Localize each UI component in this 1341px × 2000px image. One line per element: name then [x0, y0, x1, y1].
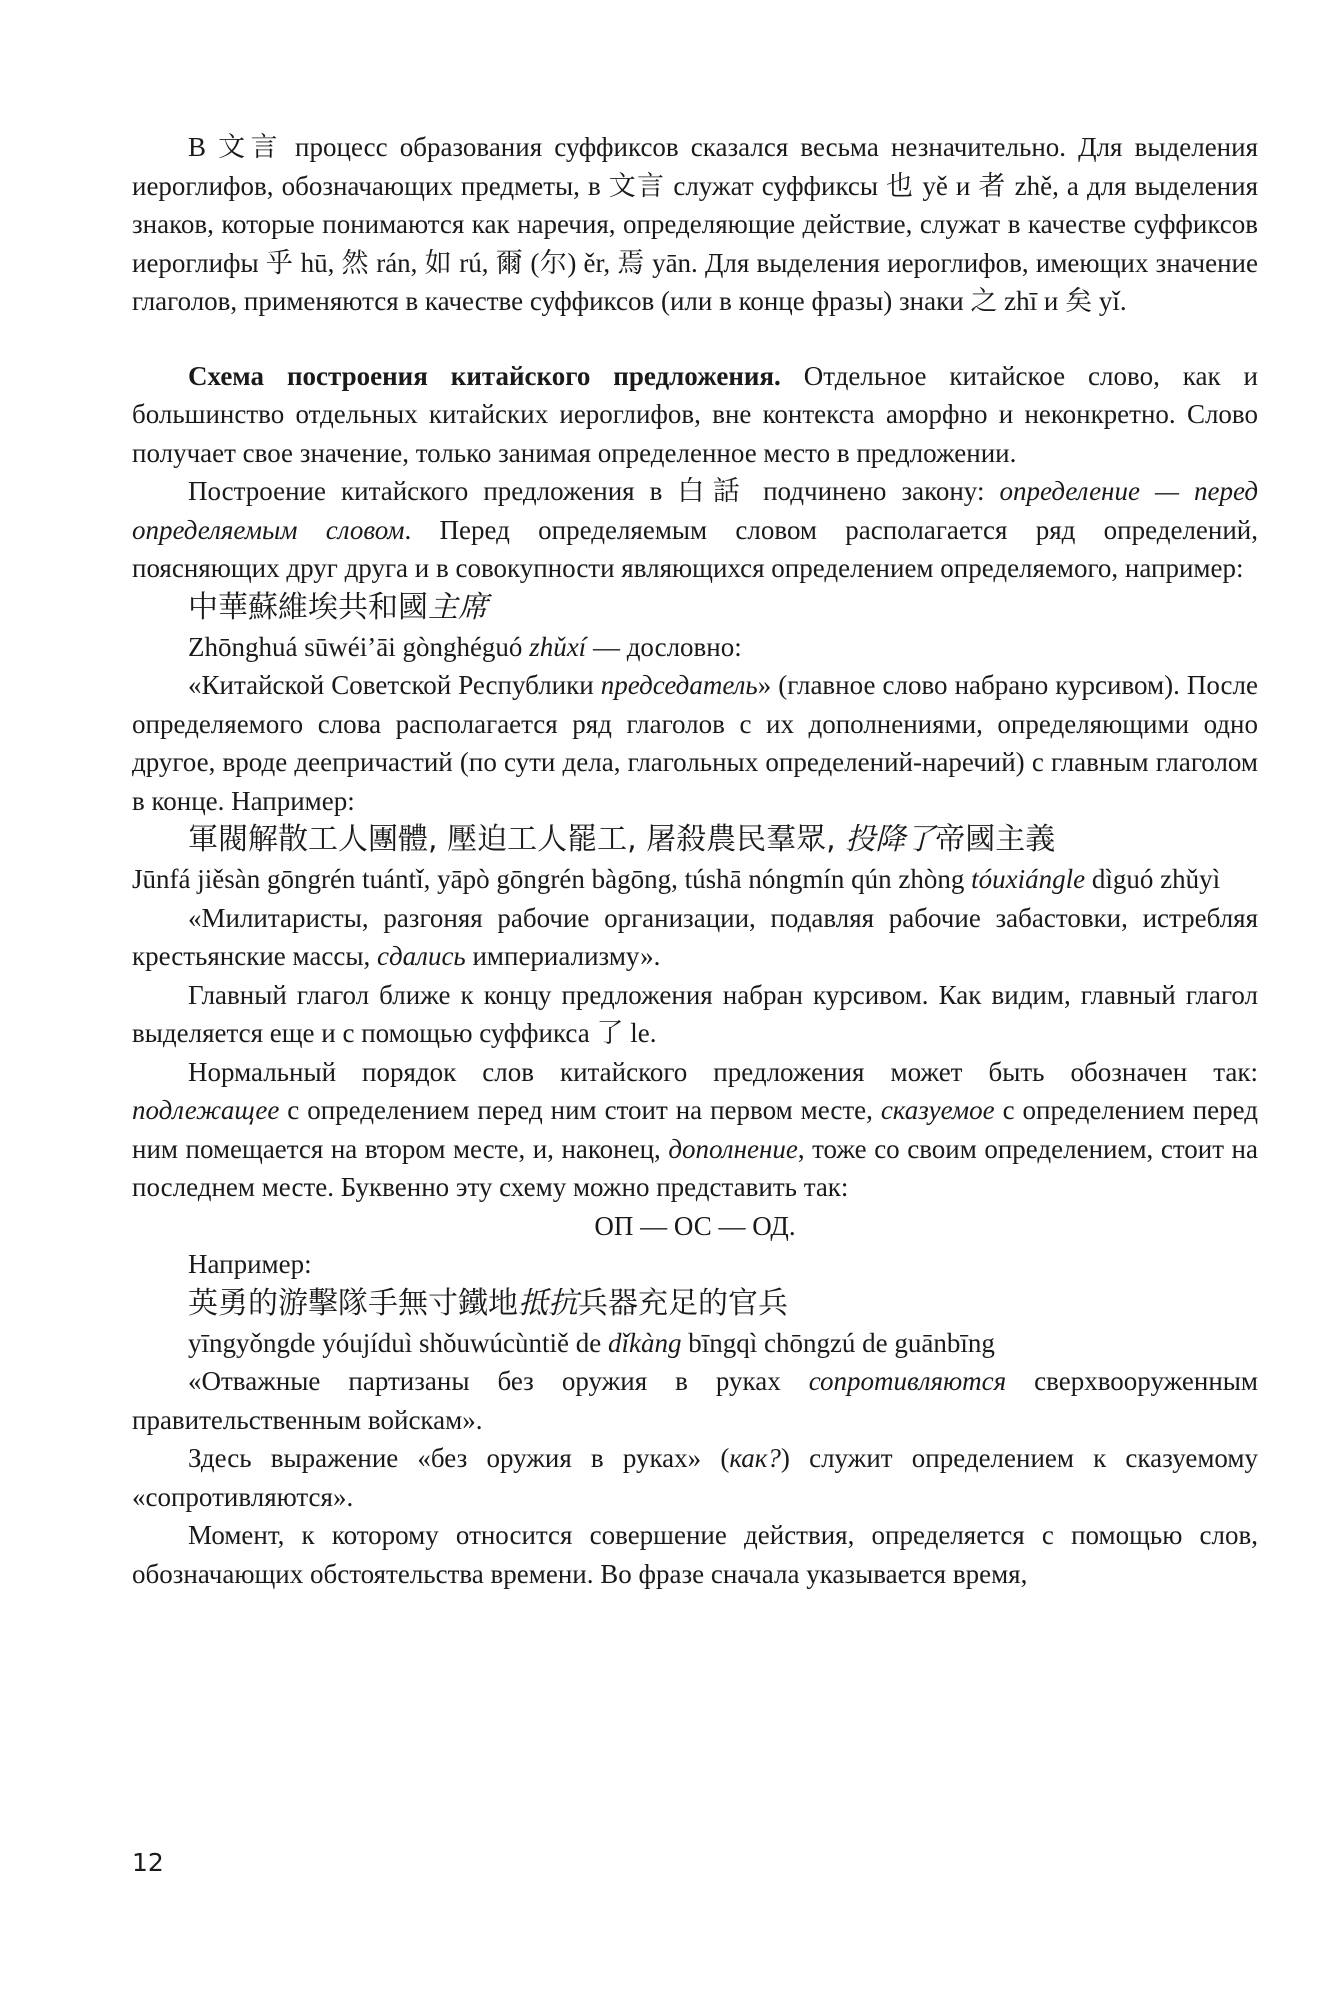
italic-word: председатель — [600, 670, 758, 700]
paragraph-text: Отдельное китайское слово, как и большинство отдельных китайских иероглифов, вне контекста аморфно и неконкретно. Слово получает свое значение, только занимая определенное место в предложении. — [132, 360, 1258, 468]
paragraph-main-verb: Главный глагол ближе к концу предложения набран курсивом. Как видим, главный глагол выделяется еще и с помощью суффикса 了 le. — [132, 979, 1258, 1048]
text-run: «Китайской Советской Республики — [188, 670, 601, 700]
chinese-run: 軍閥解散工人團體, 壓迫工人罷工, 屠殺農民羣眾, — [188, 822, 846, 857]
chinese-run: 帝國主義 — [935, 822, 1056, 857]
pinyin-run: bīngqì chōngzú de guānbīng — [681, 1327, 995, 1358]
italic-rule: определение — перед определяемым словом — [132, 476, 1259, 545]
example-3-pinyin — [132, 1324, 1258, 1363]
paragraph-wenyan-suffixes: В 文言 процесс образования суффиксов сказался весьма незначительно. Для выделения иероглифов, обозначающих предметы, в 文言 служат суффиксы 也 yě и 者 zhě, а для выделения знаков, которые понимаются как наречия, определяющие действие, служат в качестве суффиксов иероглифы 乎 hū, 然 rán, 如 rú, 爾 (尔) ěr, 焉 yān. Для выделения иероглифов, имеющих значение глаголов, применяются в качестве суффиксов (или в конце фразы) знаки 之 zhī и 矣 yǐ. — [132, 132, 1258, 316]
text-run: ) служит определением к сказуемому «сопротивляются». — [132, 1443, 1258, 1512]
paragraph-time-circumstance: Момент, к которому относится совершение действия, определяется с помощью слов, обозначающих обстоятельства времени. Во фразе сначала указывается время, — [132, 1520, 1258, 1589]
text-run: Нормальный порядок слов китайского предложения может быть обозначен так: — [188, 1056, 1258, 1087]
paragraph-baihua-law — [132, 472, 1258, 588]
paragraph-example-1-translation — [132, 666, 1258, 820]
formula: ОП — ОС — ОД. — [594, 1210, 796, 1241]
pinyin-run: — дословно: — [586, 631, 742, 662]
chinese-main-word: 主席 — [428, 589, 488, 625]
chinese-main-verb: 抵抗 — [518, 1285, 578, 1321]
text-run: с определением перед ним стоит на первом месте, — [279, 1095, 881, 1125]
chinese-main-verb: 投降了 — [845, 822, 936, 857]
chinese-run: 英勇的游擊隊手無寸鐵地 — [188, 1285, 518, 1321]
pinyin-main-verb: tóuxiángle — [971, 864, 1086, 894]
paragraph-sentence-scheme — [132, 357, 1258, 473]
italic-word: сопротивляются — [808, 1366, 1007, 1396]
page-number: 12 — [132, 1848, 164, 1877]
text-run: империализму». — [465, 941, 661, 971]
italic-term-subject: подлежащее — [132, 1095, 280, 1125]
example-2-pinyin — [132, 860, 1258, 899]
paragraph-adverbial-explanation — [132, 1439, 1258, 1516]
paragraph-example-3-translation — [132, 1362, 1258, 1439]
text-run: , тоже со своим определением, стоит на последнем месте. Буквенно эту схему можно представить так: — [132, 1133, 1258, 1202]
pinyin-run: yīngyǒngde yóujíduì shǒuwúcùntiě de — [188, 1327, 608, 1358]
text-run: » (главное слово набрано курсивом). После определяемого слова располагается ряд глаголов с их дополнениями, определяющими одно другое, вроде деепричастий (по сути дела, глагольных определений-наречий) с главным глаголом в конце. Например: — [132, 670, 1259, 816]
section-heading: Схема построения китайского предложения. — [188, 360, 781, 391]
pinyin-run: Zhōnghuá sūwéi’āi gònghéguó — [188, 631, 530, 662]
paragraph-example-2-translation — [132, 899, 1258, 976]
pinyin-main-word: zhǔxí — [529, 631, 587, 662]
text-run: Построение китайского предложения в 白話 подчинено закону: — [188, 476, 1000, 506]
italic-term-predicate: сказуемое — [880, 1095, 995, 1125]
example-1-pinyin — [132, 628, 1258, 667]
pinyin-run: Jūnfá jiěsàn gōngrén tuántǐ, yāpò gōngrén bàgōng, túshā nóngmín qún zhòng — [132, 864, 972, 894]
text-run: «Отважные партизаны без оружия в руках — [188, 1366, 809, 1396]
pinyin-run: dìguó zhǔyì — [1085, 864, 1221, 894]
italic-word: сдались — [377, 941, 466, 971]
page-body — [132, 128, 1258, 1593]
example-3-label: Например: — [188, 1249, 312, 1279]
chinese-run: 兵器充足的官兵 — [578, 1285, 788, 1321]
chinese-run: 中華蘇維埃共和國 — [188, 589, 428, 625]
text-run: Здесь выражение «без оружия в руках» ( — [188, 1443, 730, 1473]
example-1-chinese — [132, 588, 1258, 628]
italic-word: как? — [729, 1443, 781, 1473]
example-3-chinese — [132, 1284, 1258, 1324]
text-run: с определением перед ним помещается на втором месте, и, наконец, — [132, 1095, 1258, 1164]
pinyin-main-verb: dǐkàng — [607, 1327, 682, 1358]
italic-term-object: дополнение — [668, 1133, 798, 1164]
text-run: . Перед определяемым словом располагается ряд определений, поясняющих друг друга и в совокупности являющихся определением определяемого, например: — [132, 514, 1259, 583]
text-run: «Милитаристы, разгоняя рабочие организации, подавляя рабочие забастовки, истребляя крестьянские массы, — [132, 902, 1258, 971]
example-2-chinese — [132, 820, 1258, 860]
paragraph-word-order — [132, 1053, 1258, 1207]
text-run: сверхвооруженным правительственным войскам». — [132, 1366, 1258, 1435]
